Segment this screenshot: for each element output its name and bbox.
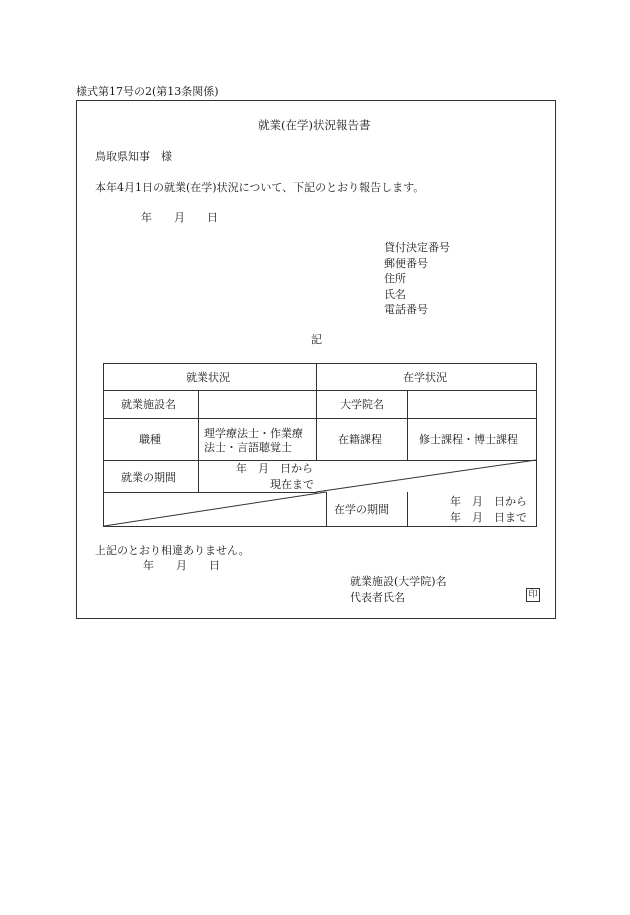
form-number: 様式第17号の2(第13条関係): [76, 85, 219, 98]
facility-name-signature-label: 就業施設(大学院)名: [350, 575, 447, 588]
table-border-top: [103, 363, 537, 364]
representative-name-label: 代表者氏名: [350, 591, 405, 604]
job-type-value-line2: 法士・言語聴覚士: [204, 441, 292, 454]
addressee: 鳥取県知事 様: [95, 150, 172, 163]
table-col-center-lower: [326, 492, 327, 527]
table-col-right-inner: [407, 390, 408, 460]
enrollment-course-value: 修士課程・博士課程: [419, 433, 518, 446]
enrollment-course-label: 在籍課程: [338, 433, 382, 446]
employment-period-to: 現在まで: [270, 478, 314, 491]
table-row-line-2: [103, 418, 537, 419]
facility-name-label: 就業施設名: [121, 398, 176, 411]
enrollment-period-to: 年 月 日まで: [450, 511, 527, 524]
job-type-label: 職種: [139, 433, 161, 446]
employment-period-from: 年 月 日から: [236, 462, 313, 475]
field-address: 住所: [384, 272, 406, 285]
field-phone: 電話番号: [384, 303, 428, 316]
field-name: 氏名: [384, 288, 406, 301]
enrollment-status-header: 在学状況: [403, 371, 447, 384]
enrollment-period-label: 在学の期間: [334, 503, 389, 516]
table-col-center: [316, 363, 317, 460]
report-date: 年 月 日: [141, 211, 218, 224]
grad-school-label: 大学院名: [340, 398, 384, 411]
intro-text: 本年4月1日の就業(在学)状況について、下記のとおり報告します。: [95, 181, 425, 194]
table-border-bottom: [103, 526, 537, 527]
employment-status-header: 就業状況: [186, 371, 230, 384]
field-loan-decision-number: 貸付決定番号: [384, 241, 450, 254]
confirmation-date: 年 月 日: [143, 559, 220, 572]
table-col-right-inner-lower: [407, 492, 408, 527]
employment-period-label: 就業の期間: [121, 471, 176, 484]
enrollment-period-from: 年 月 日から: [450, 495, 527, 508]
field-postal-code: 郵便番号: [384, 257, 428, 270]
table-row-line-3: [103, 460, 537, 461]
confirmation-text: 上記のとおり相違ありません。: [95, 544, 250, 557]
grad-school-value[interactable]: [409, 391, 536, 418]
facility-name-value[interactable]: [200, 391, 316, 418]
document-title: 就業(在学)状況報告書: [258, 118, 371, 132]
table-border-right: [536, 363, 537, 527]
table-border-left: [103, 363, 104, 527]
table-row-line-4-left: [103, 492, 317, 493]
form-border: [76, 100, 556, 619]
job-type-value-line1: 理学療法士・作業療: [204, 427, 303, 440]
table-col-left-inner: [198, 390, 199, 492]
seal-stamp: 印: [526, 588, 540, 602]
ki-marker: 記: [311, 333, 322, 346]
